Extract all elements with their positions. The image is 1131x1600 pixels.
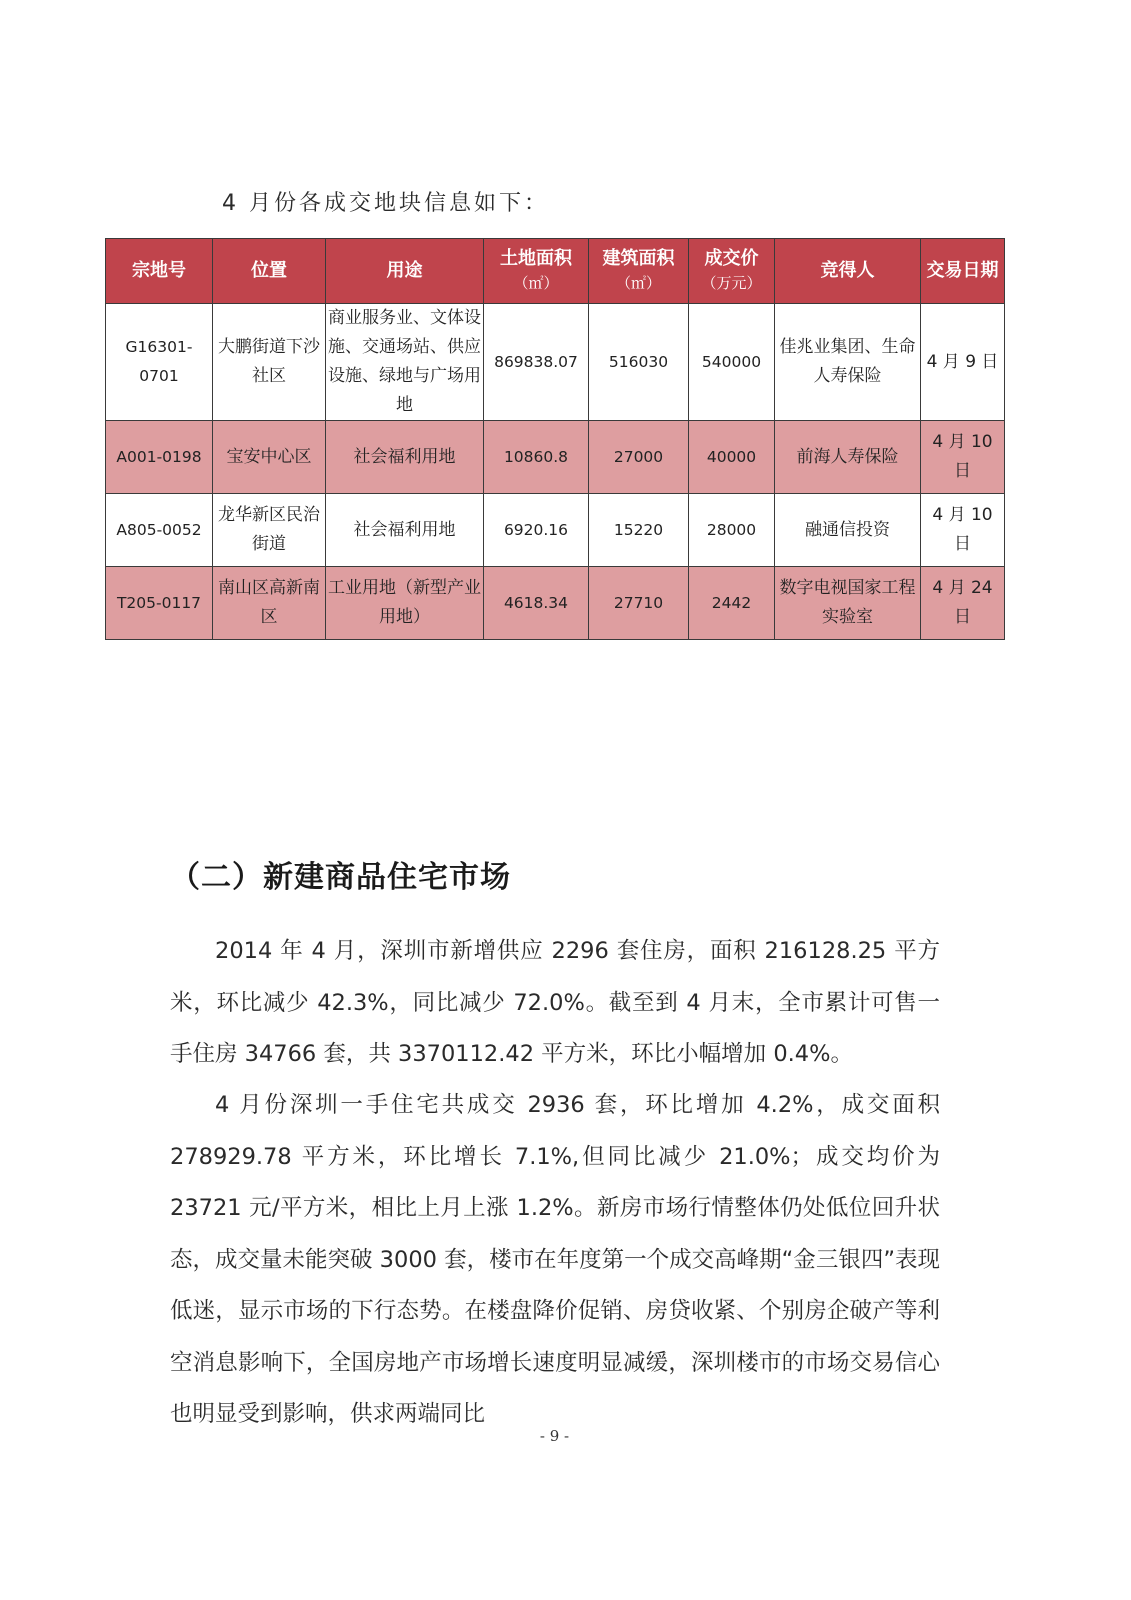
header-date: 交易日期	[921, 239, 1005, 304]
cell-land-area: 10860.8	[484, 421, 589, 494]
cell-use: 社会福利用地	[326, 421, 484, 494]
cell-date: 4 月 9 日	[921, 304, 1005, 421]
table-header-row	[106, 239, 1005, 304]
cell-parcel-no: G16301-0701	[106, 304, 213, 421]
cell-winner: 佳兆业集团、生命人寿保险	[775, 304, 921, 421]
cell-date: 4 月 10 日	[921, 494, 1005, 567]
cell-building-area: 27710	[589, 567, 689, 640]
cell-price: 540000	[689, 304, 775, 421]
cell-parcel-no: A001-0198	[106, 421, 213, 494]
header-price: 成交价 （万元）	[689, 239, 775, 304]
cell-winner: 数字电视国家工程实验室	[775, 567, 921, 640]
paragraph-transactions: 4 月份深圳一手住宅共成交 2936 套，环比增加 4.2%，成交面积 278929.78 平方米，环比增长 7.1%,但同比减少 21.0%；成交均价为 23721 元/平方米，相比上月上涨 1.2%。新房市场行情整体仍处低位回升状态，成交量未能突破 3000 套，楼市在年度第一个成交高峰期“金三银四”表现低迷，显示市场的下行态势。在楼盘降价促销、房贷收紧、个别房企破产等利空消息影响下，全国房地产市场增长速度明显减缓，深圳楼市的市场交易信心也明显受到影响，供求两端同比	[170, 1092, 940, 1427]
table-row	[106, 494, 1005, 567]
table-row	[106, 567, 1005, 640]
cell-land-area: 4618.34	[484, 567, 589, 640]
cell-winner: 融通信投资	[775, 494, 921, 567]
cell-location: 宝安中心区	[213, 421, 326, 494]
cell-parcel-no: T205-0117	[106, 567, 213, 640]
table-row	[106, 421, 1005, 494]
cell-winner: 前海人寿保险	[775, 421, 921, 494]
header-building-area: 建筑面积 （㎡）	[589, 239, 689, 304]
cell-location: 龙华新区民治街道	[213, 494, 326, 567]
header-winner: 竞得人	[775, 239, 921, 304]
cell-building-area: 15220	[589, 494, 689, 567]
table-row	[106, 304, 1005, 421]
cell-use: 商业服务业、文体设施、交通场站、供应设施、绿地与广场用地	[326, 304, 484, 421]
cell-land-area: 6920.16	[484, 494, 589, 567]
cell-date: 4 月 10 日	[921, 421, 1005, 494]
paragraph-supply: 2014 年 4 月，深圳市新增供应 2296 套住房，面积 216128.25 平方米，环比减少 42.3%，同比减少 72.0%。截至到 4 月末，全市累计可售一手住房 34766 套，共 3370112.42 平方米，环比小幅增加 0.4%。	[170, 938, 940, 1067]
cell-date: 4 月 24 日	[921, 567, 1005, 640]
cell-parcel-no: A805-0052	[106, 494, 213, 567]
header-use: 用途	[326, 239, 484, 304]
cell-use: 社会福利用地	[326, 494, 484, 567]
cell-price: 28000	[689, 494, 775, 567]
cell-location: 大鹏街道下沙社区	[213, 304, 326, 421]
header-land-area: 土地面积 （㎡）	[484, 239, 589, 304]
cell-building-area: 27000	[589, 421, 689, 494]
cell-building-area: 516030	[589, 304, 689, 421]
page-number: - 9 -	[539, 1427, 570, 1445]
land-transactions-table	[105, 238, 1005, 640]
header-location: 位置	[213, 239, 326, 304]
cell-use: 工业用地（新型产业用地）	[326, 567, 484, 640]
header-parcel-no: 宗地号	[106, 239, 213, 304]
cell-price: 40000	[689, 421, 775, 494]
cell-location: 南山区高新南区	[213, 567, 326, 640]
intro-text: 4 月份各成交地块信息如下：	[222, 191, 549, 216]
cell-price: 2442	[689, 567, 775, 640]
section-title: （二）新建商品住宅市场	[170, 860, 511, 895]
cell-land-area: 869838.07	[484, 304, 589, 421]
